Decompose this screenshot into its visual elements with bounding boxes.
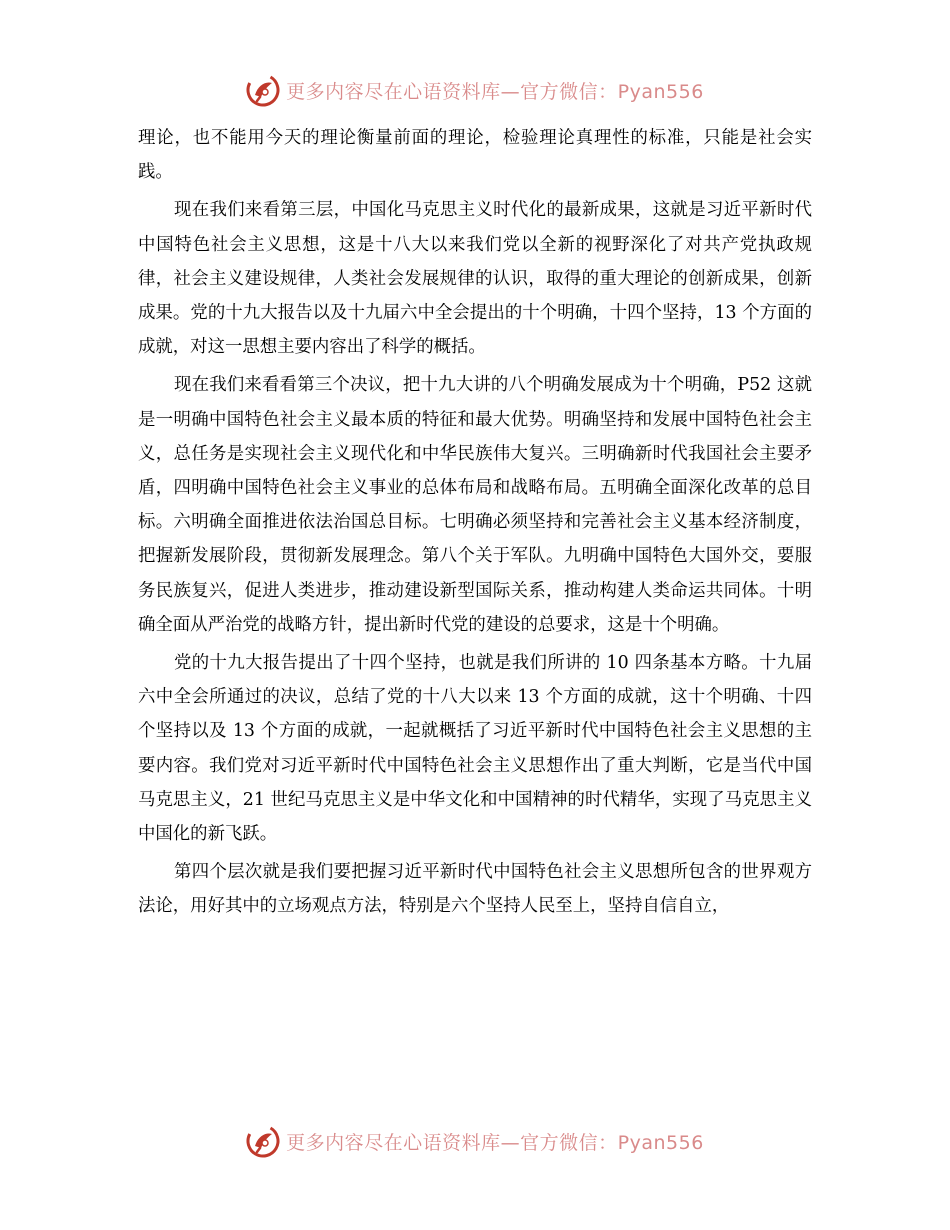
- paragraph-third-resolution: 现在我们来看看第三个决议，把十九大讲的八个明确发展成为十个明确，P52 这就是一明确中国特色社会主义最本质的特征和最大优势。明确坚持和发展中国特色社会主义，总任务是实现社会主义现代化和中华民族伟大复兴。三明确新时代我国社会主要矛盾，四明确中国特色社会主义事业的总体布局和战略布局。五明确全面深化改革的总目标。六明确全面推进依法治国总目标。七明确必须坚持和完善社会主义基本经济制度，把握新发展阶段，贯彻新发展理念。第八个关于军队。九明确中国特色大国外交，要服务民族复兴，促进人类进步，推动建设新型国际关系，推动构建人类命运共同体。十明确全面从严治党的战略方针，提出新时代党的建设的总要求，这是十个明确。: [138, 375, 812, 635]
- document-body: [138, 121, 812, 924]
- paragraph-continuation: 理论，也不能用今天的理论衡量前面的理论，检验理论真理性的标准，只能是社会实践。: [138, 128, 812, 183]
- footer-watermark: [0, 1121, 950, 1161]
- swirl-logo-icon: [246, 1124, 280, 1158]
- paragraph-fourth-level: 第四个层次就是我们要把握习近平新时代中国特色社会主义思想所包含的世界观方法论，用好其中的立场观点方法，特别是六个坚持人民至上，坚持自信自立，: [138, 862, 812, 917]
- watermark-text: 更多内容尽在心语资料库—官方微信：Pyan556: [286, 80, 704, 103]
- paragraph-third-layer: 现在我们来看第三层，中国化马克思主义时代化的最新成果，这就是习近平新时代中国特色社会主义思想，这是十八大以来我们党以全新的视野深化了对共产党执政规律，社会主义建设规律，人类社会发展规律的认识，取得的重大理论的创新成果，创新成果。党的十九大报告以及十九届六中全会提出的十个明确，十四个坚持，13 个方面的成就，对这一思想主要内容出了科学的概括。: [138, 200, 812, 358]
- swirl-logo-icon: [246, 73, 280, 107]
- watermark-text: 更多内容尽在心语资料库—官方微信：Pyan556: [286, 1131, 704, 1154]
- paragraph-fourteen-adherences: 党的十九大报告提出了十四个坚持，也就是我们所讲的 10 四条基本方略。十九届六中全会所通过的决议，总结了党的十八大以来 13 个方面的成就，这十个明确、十四个坚持以及 13 个方面的成就，一起就概括了习近平新时代中国特色社会主义思想的主要内容。我们党对习近平新时代中国特色社会主义思想作出了重大判断，它是当代中国马克思主义，21 世纪马克思主义是中华文化和中国精神的时代精华，实现了马克思主义中国化的新飞跃。: [138, 653, 812, 845]
- header-watermark: [0, 70, 950, 110]
